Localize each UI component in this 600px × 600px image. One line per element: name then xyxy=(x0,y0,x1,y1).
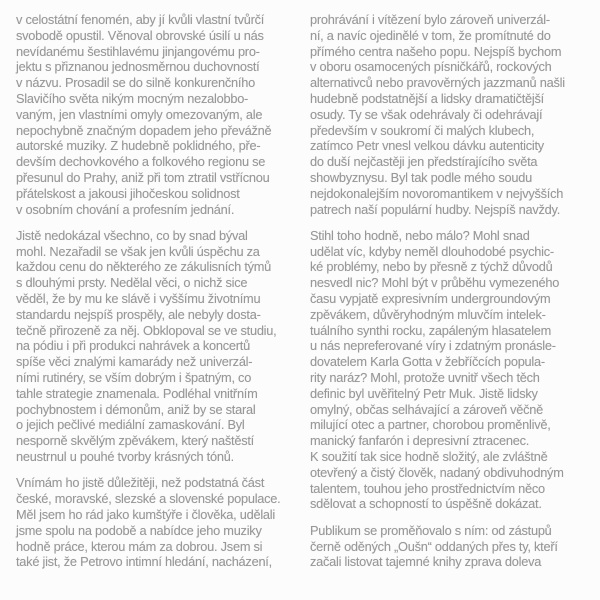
text-line: manický fanfarón i depresivní ztracenec. xyxy=(310,433,530,449)
paragraph xyxy=(310,228,596,512)
text-line: neustrnul u pouhé tvorby krásných tónů. xyxy=(16,449,234,465)
text-line: devším dechovkového a folkového regionu se xyxy=(16,154,266,170)
text-line: definic byl uvěřitelný Petr Muk. Jistě lidsky xyxy=(310,385,538,401)
paragraph xyxy=(16,475,302,570)
text-line: s dlouhými prsty. Nedělal věci, o nichž sice xyxy=(16,275,248,291)
text-line: Jistě nedokázal všechno, co by snad býval xyxy=(16,227,248,243)
text-line: v celostátní fenomén, aby jí kvůli vlastní tvůrčí xyxy=(16,12,265,27)
text-line: české, moravské, slezské a slovenské populace. xyxy=(16,491,281,507)
text-line: svobodě opustil. Věnoval obrovské úsilí u nás xyxy=(16,27,264,43)
text-line: Publikum se proměňovalo s ním: od zástupů xyxy=(310,522,552,538)
text-line: autorské muziky. Z hudebně poklidného, pře- xyxy=(16,138,261,154)
text-line: omylný, občas selhávající a zároveň věčně xyxy=(310,401,544,417)
text-line: na pódiu i při produkci nahrávek a koncertů xyxy=(16,338,250,354)
text-line: tahle strategie znamenala. Podléhal vnitřním xyxy=(16,385,258,401)
text-line: nesporně skvělým zpěvákem, který naštěstí xyxy=(16,433,254,449)
text-line: především v soukromí či malých klubech, xyxy=(310,122,535,138)
text-line: pochybnostem i démonům, aniž by se staral xyxy=(16,401,256,417)
text-line: o jejich pečlivé mediální zamaskování. Byl xyxy=(16,417,245,433)
text-line: patrech naší populární hudby. Nejspíš navždy. xyxy=(310,201,561,217)
text-line: rity naráz? Mohl, protože uvnitř všech těch xyxy=(310,370,540,386)
text-line: ké problémy, nebo by přesně z týchž důvodů xyxy=(310,259,553,275)
text-line: přímého centra našeho popu. Nejspíš bychom xyxy=(310,43,562,59)
text-line: udělat víc, kdyby neměl dlouhodobé psychic- xyxy=(310,243,554,259)
text-line: zpěvákem, důvěryhodným mluvčím intelek- xyxy=(310,306,546,322)
paragraph xyxy=(310,12,596,217)
text-line: nejdokonalejším novoromantikem v nejvyšších xyxy=(310,185,564,201)
text-line: začali listovat tajemné knihy zprava doleva xyxy=(310,554,542,570)
text-line: času vypjatě expresivním undergroundovým xyxy=(310,291,551,307)
text-line: standardu nejspíš prospěly, ale nebyly dosta- xyxy=(16,306,261,322)
paragraph xyxy=(16,12,302,217)
text-line: milující otec a partner, chorobou proměnlivě, xyxy=(310,417,551,433)
text-line: věděl, že by mu ke slávě i vyššímu životnímu xyxy=(16,291,261,307)
text-line: v názvu. Prosadil se do silně konkurenčního xyxy=(16,75,255,91)
text-line: přátelskost a jakousi jihočeskou solidnost xyxy=(16,185,240,201)
text-line: sdělovat a schopností to úspěšně dokázat. xyxy=(310,496,542,512)
text-line: otevřený a čistý člověk, nadaný obdivuhodným xyxy=(310,464,564,480)
text-line: Měl jsem ho rád jako kumštýře i člověka, udělali xyxy=(16,506,275,522)
text-line: osudy. Ty se však odehrávaly či odehrávají xyxy=(310,106,543,122)
text-line: do duší nejčastěji jen předstírajícího světa xyxy=(310,154,538,170)
text-line: jektu s přiznanou jednosměrnou duchovností xyxy=(16,59,260,75)
text-line: ní, a navíc ojedinělé v tom, že promítnuté do xyxy=(310,27,551,43)
text-line: tuálního synthi rocku, zapáleným hlasatelem xyxy=(310,322,552,338)
text-line: hudebně podstatnější a lidsky dramatičtější xyxy=(310,90,544,106)
text-line: tečně přirozeně za něj. Obklopoval se ve studiu, xyxy=(16,322,277,338)
text-line: nevídanému šestihlavému jinjangovému pro- xyxy=(16,43,260,59)
text-line: spíše věci znalými kamarády než univerzál- xyxy=(16,354,253,370)
text-line: dovatelem Karla Gotta v žebříčcích popula- xyxy=(310,354,545,370)
text-line: Stihl toho hodně, nebo málo? Mohl snad xyxy=(310,227,530,243)
text-line: také jist, že Petrovo intimní hledání, nacházení, xyxy=(16,554,272,570)
text-line: Vnímám ho jistě důležitěji, než podstatná část xyxy=(16,475,265,491)
text-column-left xyxy=(16,12,302,581)
text-line: každou cenu do některého ze zákulisních týmů xyxy=(16,259,272,275)
text-line: u nás nepreferované víry i zdatným pronásle- xyxy=(310,338,556,354)
text-line: jsme spolu na podobě a nabídce jeho muziky xyxy=(16,522,262,538)
text-line: mohl. Nezařadil se však jen kvůli úspěchu za xyxy=(16,243,260,259)
text-line: hodně práce, kterou mám za dobrou. Jsem si xyxy=(16,538,263,554)
paragraph xyxy=(16,228,302,465)
text-line: talentem, touhou jeho prostřednictvím něco xyxy=(310,480,545,496)
text-line: alternativců nebo pravověrných jazzmanů našli xyxy=(310,75,565,91)
text-line: K soužití tak sice hodně složitý, ale zvláštně xyxy=(310,449,548,465)
text-column-right xyxy=(310,12,596,581)
text-line: zatímco Petr vnesl velkou dávku autenticity xyxy=(310,138,544,154)
text-line: přesunul do Prahy, aniž při tom ztratil vstřícnou xyxy=(16,169,270,185)
paragraph xyxy=(310,523,596,570)
text-line: Slavičího světa nikým mocným nezalobbo- xyxy=(16,90,249,106)
text-line: v oboru osamocených písničkářů, rockových xyxy=(310,59,552,75)
text-line: vaným, jen vlastními omyly omezovaným, ale xyxy=(16,106,263,122)
text-line: nepochybně značným dopadem jeho převážně xyxy=(16,122,272,138)
text-line: nesvedl nic? Mohl být v průběhu vymezeného xyxy=(310,275,560,291)
text-line: showbyznysu. Byl tak podle mého soudu xyxy=(310,169,532,185)
text-line: ními rutinéry, se vším dobrým i špatným, co xyxy=(16,370,252,386)
text-line: prohrávání i vítězení bylo zároveň univerzál- xyxy=(310,12,550,27)
text-line: černě oděných „Oušn“ oddaných přes ty, kteří xyxy=(310,538,558,554)
text-line: v osobním chování a profesním jednání. xyxy=(16,201,235,217)
